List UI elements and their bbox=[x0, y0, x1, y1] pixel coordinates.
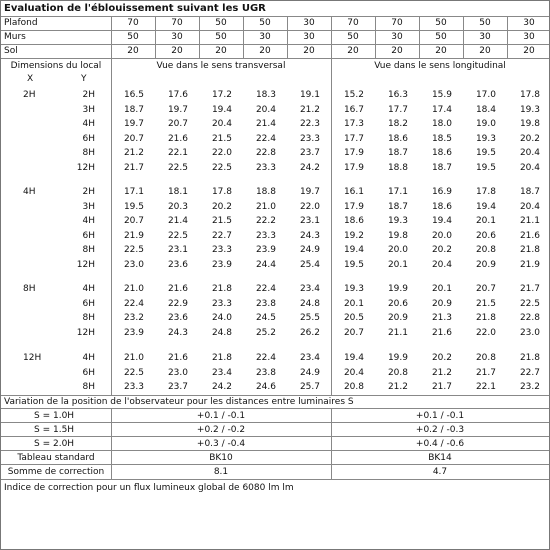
correction-label: Somme de correction bbox=[7, 467, 105, 477]
ugr-longitudinal-value: 18.0 bbox=[431, 119, 452, 129]
ugr-longitudinal-value: 20.0 bbox=[387, 245, 408, 255]
divider bbox=[1, 450, 549, 451]
reflectance-cell: 30 bbox=[391, 32, 403, 42]
reflectance-cell: 20 bbox=[215, 46, 227, 56]
ugr-transverse-value: 22.4 bbox=[255, 133, 276, 144]
ugr-longitudinal-value: 21.2 bbox=[431, 367, 452, 378]
ugr-longitudinal-value: 17.1 bbox=[387, 187, 408, 197]
ugr-transverse-value: 23.4 bbox=[299, 284, 320, 294]
divider bbox=[1, 58, 549, 59]
ugr-longitudinal-value: 20.9 bbox=[387, 313, 408, 323]
ugr-transverse-value: 21.6 bbox=[167, 133, 188, 144]
ugr-longitudinal-value: 20.4 bbox=[519, 201, 540, 212]
ugr-longitudinal-value: 20.4 bbox=[519, 148, 540, 158]
ugr-longitudinal-value: 21.7 bbox=[519, 284, 540, 294]
ugr-longitudinal-value: 20.1 bbox=[431, 284, 452, 294]
ugr-longitudinal-value: 18.8 bbox=[387, 162, 408, 173]
ugr-longitudinal-value: 17.4 bbox=[431, 104, 452, 115]
ugr-transverse-value: 21.2 bbox=[299, 104, 320, 115]
ugr-longitudinal-value: 22.0 bbox=[475, 327, 496, 338]
ugr-longitudinal-value: 19.8 bbox=[387, 230, 408, 241]
ugr-transverse-value: 21.7 bbox=[123, 162, 144, 173]
reflectance-cell: 70 bbox=[391, 18, 403, 28]
ugr-transverse-value: 23.4 bbox=[211, 367, 232, 378]
ugr-transverse-value: 23.7 bbox=[299, 148, 320, 158]
ugr-transverse-value: 24.6 bbox=[255, 382, 276, 392]
room-y-label: 8H bbox=[82, 382, 95, 392]
ugr-transverse-value: 17.6 bbox=[167, 90, 188, 100]
ugr-transverse-value: 17.1 bbox=[123, 187, 144, 197]
reflectance-cell: 30 bbox=[523, 18, 535, 28]
ugr-longitudinal-value: 17.3 bbox=[343, 119, 364, 129]
ugr-longitudinal-value: 20.7 bbox=[343, 327, 364, 338]
ugr-longitudinal-value: 17.0 bbox=[475, 90, 496, 100]
ugr-transverse-value: 20.4 bbox=[211, 119, 232, 129]
reflectance-cell: 20 bbox=[171, 46, 183, 56]
ugr-longitudinal-value: 16.7 bbox=[343, 104, 364, 115]
ugr-longitudinal-value: 19.8 bbox=[519, 119, 540, 129]
ugr-transverse-value: 22.4 bbox=[255, 284, 276, 294]
ugr-transverse-value: 18.1 bbox=[167, 187, 188, 197]
reflectance-cell: 30 bbox=[171, 32, 183, 42]
ugr-longitudinal-value: 18.5 bbox=[431, 133, 452, 144]
variation-transverse: +0.3 / -0.4 bbox=[196, 439, 246, 449]
ugr-transverse-value: 25.7 bbox=[299, 382, 320, 392]
ugr-longitudinal-value: 20.6 bbox=[475, 230, 496, 241]
ugr-transverse-value: 24.0 bbox=[211, 313, 232, 323]
ugr-transverse-value: 23.0 bbox=[167, 367, 188, 378]
reflectance-cell: 30 bbox=[523, 32, 535, 42]
reflectance-cell: 20 bbox=[479, 46, 491, 56]
ugr-transverse-value: 25.5 bbox=[299, 313, 320, 323]
correction-transverse: 8.1 bbox=[213, 467, 229, 477]
ugr-longitudinal-value: 19.9 bbox=[387, 284, 408, 294]
ugr-longitudinal-value: 20.1 bbox=[387, 259, 408, 270]
ugr-longitudinal-value: 19.5 bbox=[475, 148, 496, 158]
ugr-transverse-value: 22.1 bbox=[167, 148, 188, 158]
ugr-transverse-value: 22.0 bbox=[211, 148, 232, 158]
ugr-transverse-value: 24.9 bbox=[299, 367, 320, 378]
ugr-longitudinal-value: 21.7 bbox=[431, 382, 452, 392]
ugr-longitudinal-value: 16.3 bbox=[387, 90, 408, 100]
variation-transverse: +0.1 / -0.1 bbox=[196, 411, 246, 421]
variation-label: S = 2.0H bbox=[34, 439, 75, 449]
ugr-transverse-value: 22.4 bbox=[123, 298, 144, 309]
room-x-label: 12H bbox=[23, 353, 42, 363]
room-y-label: 3H bbox=[82, 104, 95, 115]
room-y-label: 6H bbox=[82, 133, 95, 144]
room-y-label: 4H bbox=[82, 216, 95, 226]
ugr-longitudinal-value: 20.8 bbox=[343, 382, 364, 392]
ugr-transverse-value: 20.7 bbox=[123, 216, 144, 226]
ugr-transverse-value: 25.2 bbox=[255, 327, 276, 338]
reflectance-cell: 50 bbox=[435, 32, 447, 42]
ugr-transverse-value: 21.4 bbox=[255, 119, 276, 129]
ugr-longitudinal-value: 18.6 bbox=[387, 133, 408, 144]
ugr-transverse-value: 17.8 bbox=[211, 187, 232, 197]
ugr-longitudinal-value: 19.3 bbox=[475, 133, 496, 144]
correction-note: Indice de correction pour un flux lumineux global de 6080 lm lm bbox=[4, 483, 294, 493]
ugr-transverse-value: 22.3 bbox=[299, 119, 320, 129]
ugr-longitudinal-value: 17.9 bbox=[343, 162, 364, 173]
ugr-transverse-value: 19.7 bbox=[299, 187, 320, 197]
divider bbox=[1, 436, 549, 437]
reflectance-cell: 20 bbox=[127, 46, 139, 56]
ugr-transverse-value: 20.2 bbox=[211, 201, 232, 212]
reflectance-cell: 20 bbox=[435, 46, 447, 56]
ugr-longitudinal-value: 19.5 bbox=[343, 259, 364, 270]
room-y-label: 8H bbox=[82, 245, 95, 255]
ugr-longitudinal-value: 20.5 bbox=[343, 313, 364, 323]
room-y-label: 6H bbox=[82, 298, 95, 309]
ugr-longitudinal-value: 17.9 bbox=[343, 201, 364, 212]
ugr-longitudinal-value: 18.7 bbox=[431, 162, 452, 173]
ugr-longitudinal-value: 22.5 bbox=[519, 298, 540, 309]
ugr-longitudinal-value: 18.6 bbox=[431, 201, 452, 212]
divider bbox=[1, 464, 549, 465]
ugr-longitudinal-value: 21.8 bbox=[475, 313, 496, 323]
ugr-longitudinal-value: 19.4 bbox=[343, 353, 364, 363]
divider bbox=[1, 422, 549, 423]
room-y-label: 2H bbox=[82, 90, 95, 100]
ugr-longitudinal-value: 19.0 bbox=[475, 119, 496, 129]
ugr-longitudinal-value: 21.1 bbox=[387, 327, 408, 338]
ugr-transverse-value: 23.7 bbox=[167, 382, 188, 392]
reflectance-cell: 20 bbox=[259, 46, 271, 56]
ugr-transverse-value: 22.5 bbox=[167, 230, 188, 241]
ugr-longitudinal-value: 23.2 bbox=[519, 382, 540, 392]
x-label: X bbox=[27, 74, 34, 84]
ugr-transverse-value: 24.8 bbox=[299, 298, 320, 309]
ugr-transverse-value: 23.2 bbox=[123, 313, 144, 323]
ugr-transverse-value: 24.2 bbox=[211, 382, 232, 392]
standard-table-label: Tableau standard bbox=[17, 453, 95, 463]
variation-transverse: +0.2 / -0.2 bbox=[196, 425, 246, 435]
room-y-label: 4H bbox=[82, 284, 95, 294]
ugr-transverse-value: 21.8 bbox=[211, 284, 232, 294]
ugr-longitudinal-value: 18.7 bbox=[387, 148, 408, 158]
variation-longitudinal: +0.4 / -0.6 bbox=[415, 439, 465, 449]
ugr-transverse-value: 26.2 bbox=[299, 327, 320, 338]
ugr-transverse-value: 18.3 bbox=[255, 90, 276, 100]
reflectance-cell: 70 bbox=[171, 18, 183, 28]
room-y-label: 12H bbox=[76, 162, 95, 173]
reflectance-cell: 50 bbox=[215, 32, 227, 42]
variation-title: Variation de la position de l'observateur pour les distances entre luminaires S bbox=[4, 397, 354, 407]
reflectance-cell: 20 bbox=[391, 46, 403, 56]
ugr-transverse-value: 22.9 bbox=[167, 298, 188, 309]
reflectance-cell: 30 bbox=[479, 32, 491, 42]
ugr-longitudinal-value: 15.9 bbox=[431, 90, 452, 100]
ugr-longitudinal-value: 20.0 bbox=[431, 230, 452, 241]
room-y-label: 8H bbox=[82, 148, 95, 158]
ugr-transverse-value: 22.5 bbox=[211, 162, 232, 173]
ugr-longitudinal-value: 18.2 bbox=[387, 119, 408, 129]
room-y-label: 12H bbox=[76, 259, 95, 270]
correction-longitudinal: 4.7 bbox=[432, 467, 448, 477]
reflectance-cell: 30 bbox=[303, 18, 315, 28]
ugr-longitudinal-value: 18.6 bbox=[431, 148, 452, 158]
room-x-label: 2H bbox=[23, 90, 36, 100]
ugr-longitudinal-value: 21.9 bbox=[519, 259, 540, 270]
room-y-label: 4H bbox=[82, 353, 95, 363]
ugr-transverse-value: 23.3 bbox=[211, 298, 232, 309]
ugr-longitudinal-value: 16.1 bbox=[343, 187, 364, 197]
ugr-longitudinal-value: 16.9 bbox=[431, 187, 452, 197]
ugr-transverse-value: 21.6 bbox=[167, 284, 188, 294]
ugr-transverse-value: 19.5 bbox=[123, 201, 144, 212]
reflectance-cell: 20 bbox=[523, 46, 535, 56]
ugr-transverse-value: 22.5 bbox=[123, 245, 144, 255]
ugr-longitudinal-value: 20.7 bbox=[475, 284, 496, 294]
ugr-transverse-value: 23.4 bbox=[299, 353, 320, 363]
ugr-longitudinal-value: 18.7 bbox=[387, 201, 408, 212]
reflectance-cell: 50 bbox=[347, 32, 359, 42]
ugr-longitudinal-value: 17.8 bbox=[475, 187, 496, 197]
ugr-longitudinal-value: 20.8 bbox=[387, 367, 408, 378]
floor-label: Sol bbox=[4, 46, 18, 56]
ugr-longitudinal-value: 20.8 bbox=[475, 353, 496, 363]
ugr-transverse-value: 22.0 bbox=[299, 201, 320, 212]
ugr-transverse-value: 22.4 bbox=[255, 353, 276, 363]
divider bbox=[331, 16, 332, 395]
ugr-transverse-value: 18.7 bbox=[123, 104, 144, 115]
ugr-transverse-value: 22.2 bbox=[255, 216, 276, 226]
ugr-transverse-value: 21.4 bbox=[167, 216, 188, 226]
ugr-longitudinal-value: 20.2 bbox=[431, 245, 452, 255]
reflectance-cell: 70 bbox=[127, 18, 139, 28]
ugr-transverse-value: 24.9 bbox=[299, 245, 320, 255]
room-y-label: 2H bbox=[82, 187, 95, 197]
ugr-longitudinal-value: 21.8 bbox=[519, 245, 540, 255]
reflectance-cell: 50 bbox=[215, 18, 227, 28]
ugr-transverse-value: 16.5 bbox=[123, 90, 144, 100]
ugr-longitudinal-value: 18.6 bbox=[343, 216, 364, 226]
ugr-longitudinal-value: 20.2 bbox=[519, 133, 540, 144]
y-label: Y bbox=[81, 74, 87, 84]
walls-label: Murs bbox=[4, 32, 26, 42]
ugr-transverse-value: 21.0 bbox=[123, 284, 144, 294]
ugr-transverse-value: 24.3 bbox=[299, 230, 320, 241]
ugr-transverse-value: 19.1 bbox=[299, 90, 320, 100]
ugr-transverse-value: 23.3 bbox=[299, 133, 320, 144]
ugr-longitudinal-value: 19.4 bbox=[475, 201, 496, 212]
ugr-transverse-value: 21.6 bbox=[167, 353, 188, 363]
ugr-longitudinal-value: 18.4 bbox=[475, 104, 496, 115]
ugr-transverse-value: 22.7 bbox=[211, 230, 232, 241]
longitudinal-header: Vue dans le sens longitudinal bbox=[374, 61, 506, 71]
ugr-transverse-value: 17.2 bbox=[211, 90, 232, 100]
ugr-longitudinal-value: 21.6 bbox=[519, 230, 540, 241]
ugr-transverse-value: 24.4 bbox=[255, 259, 276, 270]
ugr-transverse-value: 21.8 bbox=[211, 353, 232, 363]
reflectance-cell: 30 bbox=[303, 32, 315, 42]
ugr-longitudinal-value: 17.9 bbox=[343, 148, 364, 158]
ugr-transverse-value: 23.1 bbox=[299, 216, 320, 226]
reflectance-cell: 20 bbox=[347, 46, 359, 56]
ugr-longitudinal-value: 20.6 bbox=[387, 298, 408, 309]
ugr-transverse-value: 20.7 bbox=[123, 133, 144, 144]
ugr-longitudinal-value: 23.0 bbox=[519, 327, 540, 338]
ugr-longitudinal-value: 20.9 bbox=[431, 298, 452, 309]
variation-longitudinal: +0.2 / -0.3 bbox=[415, 425, 465, 435]
room-y-label: 6H bbox=[82, 230, 95, 241]
ugr-longitudinal-value: 20.1 bbox=[343, 298, 364, 309]
ugr-longitudinal-value: 21.1 bbox=[519, 216, 540, 226]
ugr-longitudinal-value: 20.4 bbox=[431, 259, 452, 270]
reflectance-cell: 50 bbox=[259, 18, 271, 28]
ugr-transverse-value: 21.0 bbox=[123, 353, 144, 363]
room-y-label: 6H bbox=[82, 367, 95, 378]
ugr-transverse-value: 25.4 bbox=[299, 259, 320, 270]
ugr-transverse-value: 22.8 bbox=[255, 148, 276, 158]
standard-table-transverse: BK10 bbox=[209, 453, 233, 463]
variation-label: S = 1.0H bbox=[34, 411, 75, 421]
reflectance-cell: 20 bbox=[303, 46, 315, 56]
ugr-transverse-value: 23.8 bbox=[255, 298, 276, 309]
page-title: Evaluation de l'éblouissement suivant les UGR bbox=[4, 3, 266, 14]
ugr-transverse-value: 19.7 bbox=[167, 104, 188, 115]
ugr-transverse-value: 21.5 bbox=[211, 216, 232, 226]
ugr-transverse-value: 22.5 bbox=[123, 367, 144, 378]
ugr-longitudinal-value: 17.7 bbox=[343, 133, 364, 144]
ugr-transverse-value: 24.8 bbox=[211, 327, 232, 338]
ugr-longitudinal-value: 20.9 bbox=[475, 259, 496, 270]
ugr-longitudinal-value: 17.8 bbox=[519, 90, 540, 100]
standard-table-longitudinal: BK14 bbox=[428, 453, 452, 463]
ugr-transverse-value: 23.6 bbox=[167, 259, 188, 270]
reflectance-cell: 30 bbox=[259, 32, 271, 42]
variation-label: S = 1.5H bbox=[34, 425, 75, 435]
ugr-transverse-value: 24.5 bbox=[255, 313, 276, 323]
variation-longitudinal: +0.1 / -0.1 bbox=[415, 411, 465, 421]
ugr-transverse-value: 22.5 bbox=[167, 162, 188, 173]
ugr-longitudinal-value: 22.1 bbox=[475, 382, 496, 392]
ugr-longitudinal-value: 21.6 bbox=[431, 327, 452, 338]
ugr-longitudinal-value: 20.4 bbox=[519, 162, 540, 173]
reflectance-cell: 50 bbox=[479, 18, 491, 28]
ugr-longitudinal-value: 19.4 bbox=[431, 216, 452, 226]
ugr-longitudinal-value: 17.7 bbox=[387, 104, 408, 115]
divider bbox=[111, 58, 112, 395]
ugr-longitudinal-value: 19.3 bbox=[343, 284, 364, 294]
ugr-longitudinal-value: 21.7 bbox=[475, 367, 496, 378]
ugr-transverse-value: 20.7 bbox=[167, 119, 188, 129]
room-y-label: 12H bbox=[76, 327, 95, 338]
divider bbox=[1, 408, 549, 409]
ugr-longitudinal-value: 21.8 bbox=[519, 353, 540, 363]
ugr-transverse-value: 23.3 bbox=[255, 230, 276, 241]
ugr-transverse-value: 19.7 bbox=[123, 119, 144, 129]
ugr-transverse-value: 21.9 bbox=[123, 230, 144, 241]
ugr-longitudinal-value: 21.3 bbox=[431, 313, 452, 323]
ugr-longitudinal-value: 19.9 bbox=[387, 353, 408, 363]
ugr-transverse-value: 24.3 bbox=[167, 327, 188, 338]
reflectance-cell: 50 bbox=[435, 18, 447, 28]
ugr-longitudinal-value: 15.2 bbox=[343, 90, 364, 100]
ugr-longitudinal-value: 18.7 bbox=[519, 187, 540, 197]
ugr-longitudinal-value: 19.3 bbox=[387, 216, 408, 226]
ugr-longitudinal-value: 19.3 bbox=[519, 104, 540, 115]
ugr-transverse-value: 23.6 bbox=[167, 313, 188, 323]
ugr-transverse-value: 23.1 bbox=[167, 245, 188, 255]
ugr-longitudinal-value: 19.5 bbox=[475, 162, 496, 173]
ugr-longitudinal-value: 20.4 bbox=[343, 367, 364, 378]
ugr-transverse-value: 23.9 bbox=[211, 259, 232, 270]
ugr-longitudinal-value: 21.5 bbox=[475, 298, 496, 309]
transverse-header: Vue dans le sens transversal bbox=[156, 61, 286, 71]
ugr-transverse-value: 19.4 bbox=[211, 104, 232, 115]
ugr-transverse-value: 23.3 bbox=[211, 245, 232, 255]
ugr-longitudinal-value: 22.7 bbox=[519, 367, 540, 378]
ugr-longitudinal-value: 20.1 bbox=[475, 216, 496, 226]
room-y-label: 4H bbox=[82, 119, 95, 129]
ugr-transverse-value: 21.0 bbox=[255, 201, 276, 212]
room-y-label: 8H bbox=[82, 313, 95, 323]
ceiling-label: Plafond bbox=[4, 18, 38, 28]
ugr-longitudinal-value: 22.8 bbox=[519, 313, 540, 323]
ugr-transverse-value: 23.8 bbox=[255, 367, 276, 378]
ugr-transverse-value: 23.3 bbox=[255, 162, 276, 173]
ugr-longitudinal-value: 20.2 bbox=[431, 353, 452, 363]
room-y-label: 3H bbox=[82, 201, 95, 212]
ugr-transverse-value: 20.4 bbox=[255, 104, 276, 115]
ugr-longitudinal-value: 20.8 bbox=[475, 245, 496, 255]
room-x-label: 4H bbox=[23, 187, 36, 197]
ugr-transverse-value: 23.9 bbox=[255, 245, 276, 255]
reflectance-cell: 50 bbox=[127, 32, 139, 42]
ugr-transverse-value: 23.3 bbox=[123, 382, 144, 392]
ugr-longitudinal-value: 19.2 bbox=[343, 230, 364, 241]
ugr-transverse-value: 18.8 bbox=[255, 187, 276, 197]
ugr-transverse-value: 23.9 bbox=[123, 327, 144, 338]
ugr-transverse-value: 24.2 bbox=[299, 162, 320, 173]
dimensions-label: Dimensions du local bbox=[10, 61, 102, 71]
ugr-transverse-value: 21.2 bbox=[123, 148, 144, 158]
ugr-transverse-value: 23.0 bbox=[123, 259, 144, 270]
ugr-transverse-value: 21.5 bbox=[211, 133, 232, 144]
room-x-label: 8H bbox=[23, 284, 36, 294]
divider bbox=[1, 479, 549, 480]
ugr-longitudinal-value: 21.2 bbox=[387, 382, 408, 392]
ugr-transverse-value: 20.3 bbox=[167, 201, 188, 212]
ugr-longitudinal-value: 19.4 bbox=[343, 245, 364, 255]
reflectance-cell: 70 bbox=[347, 18, 359, 28]
